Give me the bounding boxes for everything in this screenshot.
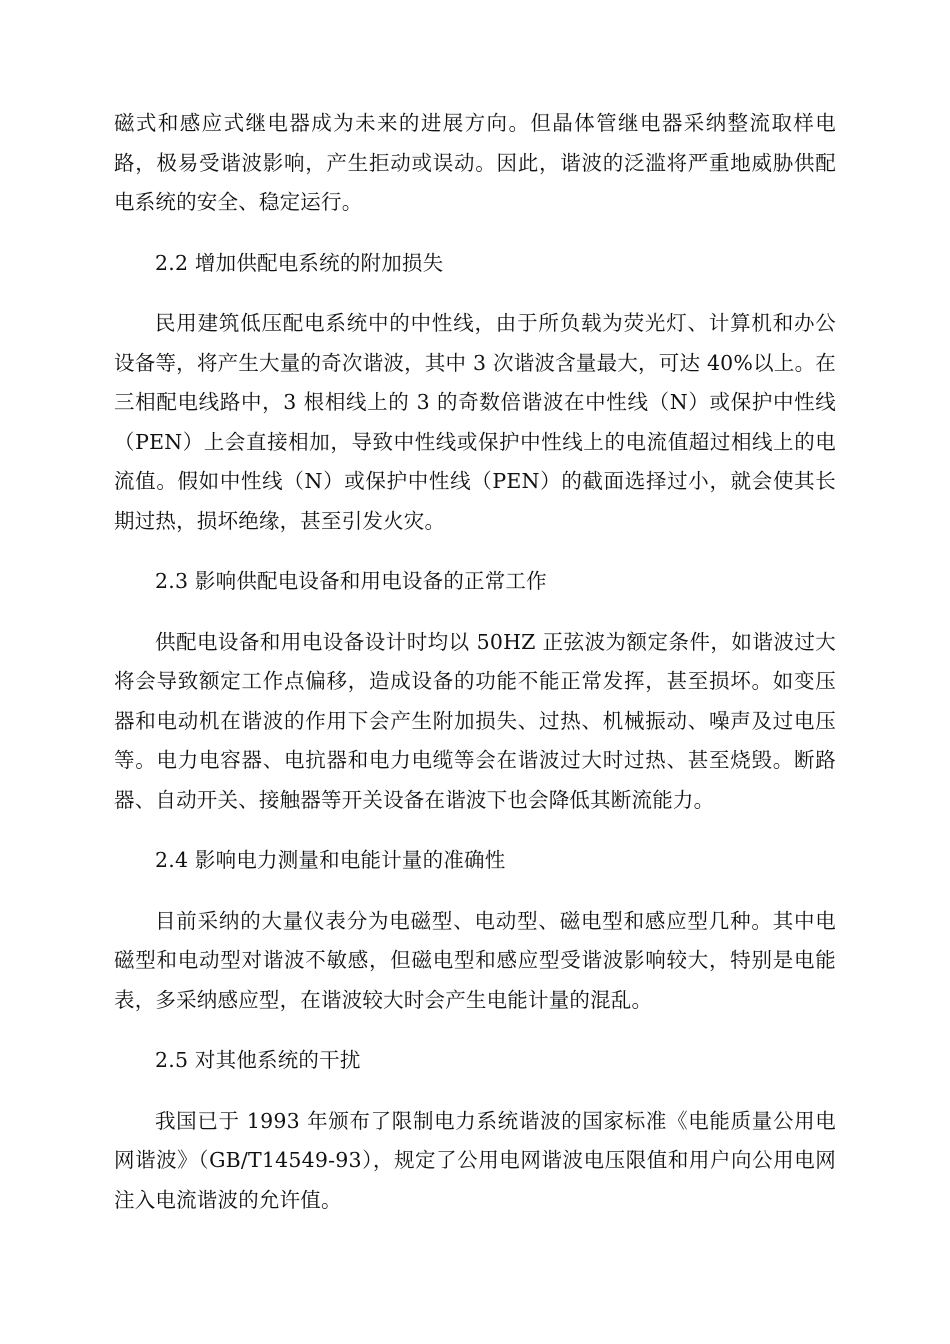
section-2-4-heading: 2.4 影响电力测量和电能计量的准确性 — [155, 848, 506, 872]
section-2-3-heading: 2.3 影响供配电设备和用电设备的正常工作 — [155, 569, 547, 593]
section-2-4-paragraph: 目前采纳的大量仪表分为电磁型、电动型、磁电型和感应型几种。其中电磁型和电动型对谐波不敏感，但磁电型和感应型受谐波影响较大，特别是电能表，多采纳感应型，在谐波较大时会产生电能计量的混乱。 — [114, 908, 836, 1012]
section-2-2-heading: 2.2 增加供配电系统的附加损失 — [155, 250, 444, 275]
document-body — [114, 104, 836, 1241]
section-2-5-heading: 2.5 对其他系统的干扰 — [155, 1048, 361, 1072]
section-2-3-paragraph: 供配电设备和用电设备设计时均以 50HZ 正弦波为额定条件，如谐波过大将会导致额定工作点偏移，造成设备的功能不能正常发挥，甚至损坏。如变压器和电动机在谐波的作用下会产生附加损失、过热、机械振动、噪声及过电压等。电力电容器、电抗器和电力电缆等会在谐波过大时过热、甚至烧毁。断路器、自动开关、接触器等开关设备在谐波下也会降低其断流能力。 — [114, 629, 836, 812]
intro-paragraph: 磁式和感应式继电器成为未来的进展方向。但晶体管继电器采纳整流取样电路，极易受谐波影响，产生拒动或误动。因此，谐波的泛滥将严重地威胁供配电系统的安全、稳定运行。 — [114, 111, 836, 214]
section-2-2-paragraph: 民用建筑低压配电系统中的中性线，由于所负载为荧光灯、计算机和办公设备等，将产生大量的奇次谐波，其中 3 次谐波含量最大，可达 40%以上。在三相配电线路中，3 根相线上的 3 的奇数倍谐波在中性线（N）或保护中性线（PEN）上会直接相加，导致中性线或保护中性线上的电流值超过相线上的电流值。假如中性线（N）或保护中性线（PEN）的截面选择过小，就会使其长期过热，损坏绝缘，甚至引发火灾。 — [114, 311, 836, 533]
section-2-5-paragraph: 我国已于 1993 年颁布了限制电力系统谐波的国家标准《电能质量公用电网谐波》（GB/T14549-93），规定了公用电网谐波电压限值和用户向公用电网注入电流谐波的允许值。 — [114, 1108, 836, 1212]
